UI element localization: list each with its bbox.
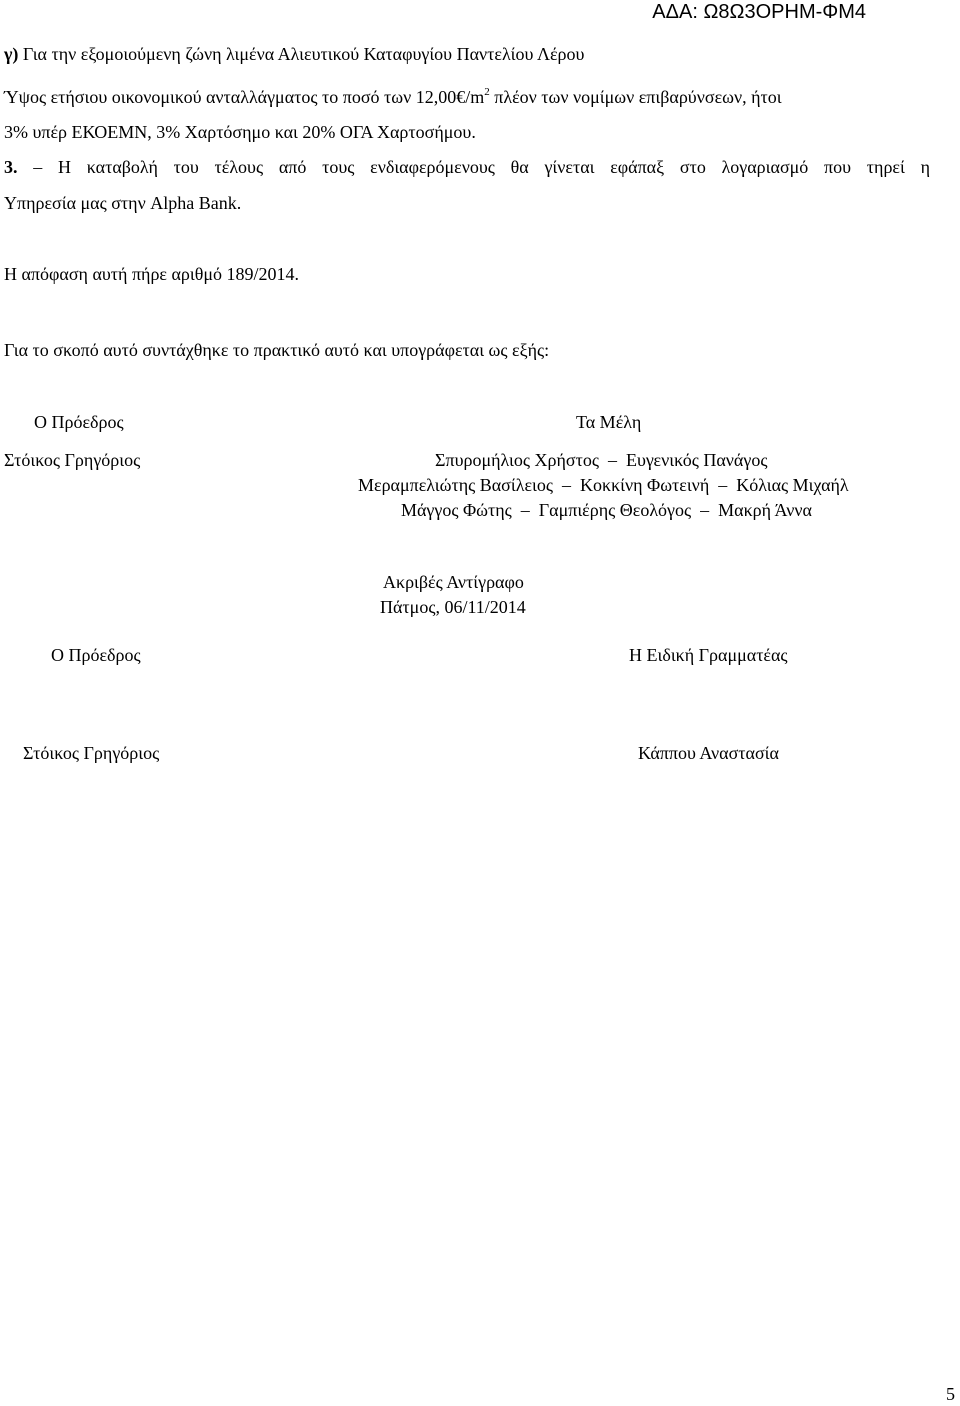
- ada-code: ΑΔΑ: Ω8Ω3ΟΡΗΜ-ΦΜ4: [652, 1, 866, 23]
- members-row-2: [358, 475, 849, 497]
- copy-certification: Ακριβές Αντίγραφο: [383, 572, 524, 592]
- dash-mark: –: [520, 500, 530, 520]
- fee-line-1: [4, 87, 782, 109]
- members-heading: Τα Μέλη: [576, 412, 642, 432]
- bottom-secretary-name: Κάππου Αναστασία: [638, 743, 779, 763]
- member-name: Μάγγος Φώτης: [401, 500, 512, 520]
- section-g-heading: [4, 44, 584, 66]
- bottom-president-name: Στόικος Γρηγόριος: [23, 743, 160, 763]
- member-name: Σπυρομήλιος Χρήστος: [435, 450, 599, 470]
- member-name: Μεραμπελιώτης Βασίλειος: [358, 475, 553, 495]
- decision-text: Η απόφαση αυτή πήρε αριθμό 189/2014.: [4, 264, 300, 284]
- president-name: Στόικος Γρηγόριος: [4, 450, 141, 470]
- section-g-label: γ): [4, 44, 19, 64]
- fee-line-1-prefix: Ύψος ετήσιου οικονομικού ανταλλάγματος το ποσό των 12,00€/m: [4, 87, 485, 107]
- dash-mark: –: [718, 475, 728, 495]
- member-name: Μακρή Άννα: [718, 500, 812, 520]
- fee-line-1-suffix: πλέον των νομίμων επιβαρύνσεων, ήτοι: [489, 87, 782, 107]
- page-number: 5: [946, 1384, 955, 1404]
- purpose-text: Για το σκοπό αυτό συντάχθηκε το πρακτικό αυτό και υπογράφεται ως εξής:: [4, 340, 550, 360]
- fee-superscript: 2: [484, 86, 490, 98]
- section-g-title: Για την εξομοιούμενη ζώνη λιμένα Αλιευτικού Καταφυγίου Παντελίου Λέρου: [22, 44, 585, 64]
- dash-mark: –: [562, 475, 571, 495]
- dash-mark: –: [607, 450, 617, 470]
- members-row-1: [435, 450, 767, 472]
- dash-mark: –: [700, 500, 710, 520]
- member-name: Ευγενικός Πανάγος: [625, 450, 768, 470]
- item-3-line-1: [4, 157, 930, 179]
- item-3-text: Η καταβολή του τέλους από τους ενδιαφερόμενους θα γίνεται εφάπαξ στο λογαριασμό που τηρεί η: [58, 157, 930, 177]
- member-name: Κοκκίνη Φωτεινή: [580, 475, 710, 495]
- bottom-secretary-title: Η Ειδική Γραμματέας: [629, 645, 788, 665]
- bottom-president-title: Ο Πρόεδρος: [51, 645, 141, 665]
- members-row-3: [401, 500, 812, 522]
- item-3-number: 3.: [4, 157, 18, 177]
- member-name: Κόλιας Μιχαήλ: [736, 475, 849, 495]
- fee-line-2: 3% υπέρ ΕΚΟΕΜΝ, 3% Χαρτόσημο και 20% ΟΓΑ Χαρτοσήμου.: [4, 122, 476, 142]
- dash-mark: –: [33, 157, 43, 177]
- copy-place-date: Πάτμος, 06/11/2014: [380, 597, 526, 617]
- item-3-line-2: Υπηρεσία μας στην Alpha Bank.: [4, 193, 242, 213]
- member-name: Γαμπιέρης Θεολόγος: [538, 500, 692, 520]
- president-heading: Ο Πρόεδρος: [34, 412, 124, 432]
